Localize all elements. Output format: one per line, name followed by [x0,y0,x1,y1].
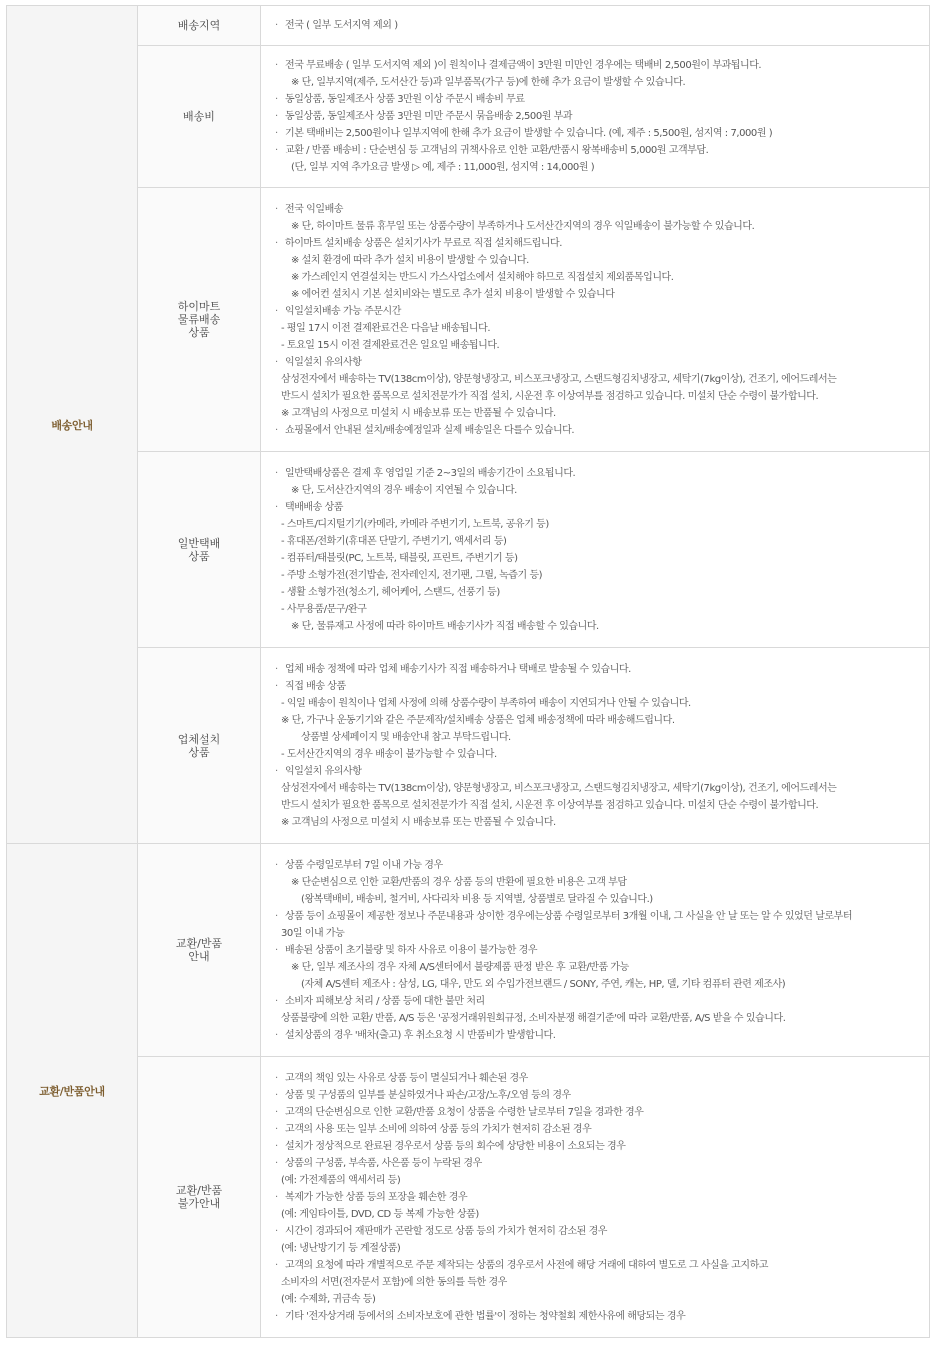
category-text: 상품 [188,745,210,759]
bullet-item: ‧ 전국 무료배송 ( 일부 도서지역 제외 )이 원칙이나 결제금액이 3만원 미만인 경우에는 택배비 2,500원이 부과됩니다. [281,57,921,74]
sub-item: (예: 수제화, 귀금속 등) [281,1293,376,1305]
category-text: 상품 [188,326,210,339]
content-cell [261,844,930,1057]
bullet-item: ‧ 업체 배송 정책에 따라 업체 배송기사가 직접 배송하거나 택배로 발송될 수 있습니다. [281,661,921,678]
bullet-item: ‧ 상품 등이 쇼핑몰이 제공한 정보나 주문내용과 상이한 경우에는상품 수령일로부터 3개월 이내, 그 사실을 안 날 또는 알 수 있었던 날로부터 [281,908,921,925]
sub-item: ※ 단, 가구나 운동기기와 같은 주문제작/설치배송 상품은 업체 배송정책에 따라 배송해드립니다. [281,714,675,726]
sub-item: - 생활 소형가전(청소기, 헤어케어, 스탠드, 선풍기 등) [281,586,500,598]
sub-item: - 도서산간지역의 경우 배송이 불가능할 수 있습니다. [281,748,497,760]
sub-item: ※ 가스레인지 연결설치는 반드시 가스사업소에서 설치해야 하므로 직접설치 제외품목입니다. [291,271,674,283]
content-cell [261,46,930,188]
sub-item: ※ 고객님의 사정으로 미설치 시 배송보류 또는 반품될 수 있습니다. [281,816,556,828]
sub-item: - 주방 소형가전(전기밥솥, 전자레인지, 전기팬, 그릴, 녹즙기 등) [281,569,543,581]
sub-item: - 평일 17시 이전 결제완료건은 다음날 배송됩니다. [281,322,491,334]
sub-item: 반드시 설치가 필요한 품목으로 설치전문가가 직접 설치, 시운전 후 이상여부를 점검하고 있습니다. 미설치 단순 수령이 불가합니다. [281,390,819,402]
bullet-item: ‧ 고객의 요청에 따라 개별적으로 주문 제작되는 상품의 경우로서 사전에 해당 거래에 대하여 별도로 그 사실을 고지하고 [281,1257,921,1274]
sub-item: ※ 단, 물류재고 사정에 따라 하이마트 배송기사가 직접 배송할 수 있습니다. [291,620,599,632]
category-text: 물류배송 [177,313,221,326]
sub-item: 소비자의 서면(전자문서 포함)에 의한 동의를 득한 경우 [281,1276,507,1288]
sub-item: - 컴퓨터/태블릿(PC, 노트북, 태블릿, 프린트, 주변기기 등) [281,552,518,564]
category-label [138,844,261,1057]
sub-item: 30일 이내 가능 [281,927,345,939]
group-label: 배송안내 [7,6,138,844]
category-text: 안내 [188,950,210,963]
sub-item: (단, 일부 지역 추가요금 발생 ▷ 예, 제주 : 11,000원, 섬지역 : 14,000원 ) [291,162,595,173]
sub-item: - 스마트/디지털기기(카메라, 카메라 주변기기, 노트북, 공유기 등) [281,518,549,530]
sub-item: 반드시 설치가 필요한 품목으로 설치전문가가 직접 설치, 시운전 후 이상여부를 점검하고 있습니다. 미설치 단순 수령이 불가합니다. [281,799,819,811]
bullet-item: ‧ 배송된 상품이 초기불량 및 하자 사유로 이용이 불가능한 경우 [281,942,921,959]
category-label [138,6,261,46]
sub-item: (왕복택배비, 배송비, 철거비, 사다리차 비용 등 지역별, 상품별로 달라질 수 있습니다.) [301,893,653,905]
bullet-item: ‧ 교환 / 반품 배송비 : 단순변심 등 고객님의 귀책사유로 인한 교환/반품시 왕복배송비 5,000원 고객부담. [281,142,921,159]
bullet-item: ‧ 하이마트 설치배송 상품은 설치기사가 무료로 직접 설치해드립니다. [281,235,921,252]
info-table [6,5,930,1338]
shipping-return-info [6,5,930,1338]
sub-item: 삼성전자에서 배송하는 TV(138cm이상), 양문형냉장고, 비스포크냉장고, 스탠드형김치냉장고, 세탁기(7kg이상), 건조기, 에어드레서는 [281,782,837,794]
sub-item: ※ 설치 환경에 따라 추가 설치 비용이 발생할 수 있습니다. [291,254,529,266]
category-label [138,1057,261,1338]
info-row [7,648,930,844]
bullet-item: ‧ 소비자 피해보상 처리 / 상품 등에 대한 불만 처리 [281,993,921,1010]
sub-item: - 사무용품/문구/완구 [281,603,367,615]
info-row [7,46,930,188]
category-label [138,648,261,844]
bullet-item: ‧ 설치가 정상적으로 완료된 경우로서 상품 등의 회수에 상당한 비용이 소요되는 경우 [281,1138,921,1155]
info-row [7,6,930,46]
sub-item: ※ 에어컨 설치시 기본 설치비와는 별도로 추가 설치 비용이 발생할 수 있습니다 [291,288,615,300]
info-row [7,452,930,648]
bullet-item: ‧ 쇼핑몰에서 안내된 설치/배송예정일과 실제 배송일은 다를수 있습니다. [281,422,921,439]
bullet-item: ‧ 전국 ( 일부 도서지역 제외 ) [281,17,921,34]
category-text: 상품 [188,549,210,563]
bullet-item: ‧ 직접 배송 상품 [281,678,921,695]
category-text: 배송지역 [177,19,221,32]
category-text: 업체설치 [177,732,221,746]
info-row [7,1057,930,1338]
content-cell [261,452,930,648]
sub-item: - 토요일 15시 이전 결제완료건은 일요일 배송됩니다. [281,339,500,351]
bullet-item: ‧ 고객의 사용 또는 일부 소비에 의하여 상품 등의 가치가 현저히 감소된 경우 [281,1121,921,1138]
sub-item: (예: 냉난방기기 등 계절상품) [281,1242,401,1254]
category-label [138,452,261,648]
bullet-item: ‧ 일반택배상품은 결제 후 영업일 기준 2~3일의 배송기간이 소요됩니다. [281,465,921,482]
category-text: 불가안내 [177,1197,221,1210]
sub-item: (자체 A/S센터 제조사 : 삼성, LG, 대우, 만도 외 수입가전브랜드 / SONY, 주연, 캐논, HP, 델, 기타 컴퓨터 관련 제조사) [301,978,786,990]
category-text: 일반택배 [177,536,221,550]
category-label [138,188,261,452]
bullet-item: ‧ 복제가 가능한 상품 등의 포장을 훼손한 경우 [281,1189,921,1206]
sub-item: 상품별 상세페이지 및 배송안내 참고 부탁드립니다. [301,731,511,743]
sub-item: ※ 단, 일부지역(제주, 도서산간 등)과 일부품목(가구 등)에 한해 추가 요금이 발생할 수 있습니다. [291,77,686,88]
bullet-item: ‧ 설치상품의 경우 '배차(출고) 후 취소요청 시 반품비가 발생합니다. [281,1027,921,1044]
bullet-item: ‧ 상품의 구성품, 부속품, 사은품 등이 누락된 경우 [281,1155,921,1172]
sub-item: ※ 단순변심으로 인한 교환/반품의 경우 상품 등의 반환에 필요한 비용은 고객 부담 [291,876,627,888]
sub-item: ※ 단, 하이마트 물류 휴무일 또는 상품수량이 부족하거나 도서산간지역의 경우 익일배송이 불가능할 수 있습니다. [291,220,755,232]
category-text: 배송비 [183,110,215,123]
bullet-item: ‧ 익일설치 유의사항 [281,354,921,371]
content-cell [261,1057,930,1338]
sub-item: ※ 단, 일부 제조사의 경우 자체 A/S센터에서 불량제품 판정 받은 후 교환/반품 가능 [291,961,629,973]
sub-item: (예: 가전제품의 액세서리 등) [281,1174,401,1186]
info-row [7,188,930,452]
sub-item: 삼성전자에서 배송하는 TV(138cm이상), 양문형냉장고, 비스포크냉장고, 스탠드형김치냉장고, 세탁기(7kg이상), 건조기, 에어드레서는 [281,373,837,385]
sub-item: - 익일 배송이 원칙이나 업체 사정에 의해 상품수량이 부족하여 배송이 지연되거나 안될 수 있습니다. [281,697,691,709]
sub-item: 상품불량에 의한 교환/ 반품, A/S 등은 '공정거래위원회규정, 소비자분쟁 해결기준'에 따라 교환/반품, A/S 받을 수 있습니다. [281,1012,786,1024]
info-row [7,844,930,1057]
content-cell [261,6,930,46]
sub-item: ※ 단, 도서산간지역의 경우 배송이 지연될 수 있습니다. [291,484,517,496]
content-cell [261,188,930,452]
bullet-item: ‧ 택배배송 상품 [281,499,921,516]
bullet-item: ‧ 고객의 책임 있는 사유로 상품 등이 멸실되거나 훼손된 경우 [281,1070,921,1087]
bullet-item: ‧ 기본 택배비는 2,500원이나 일부지역에 한해 추가 요금이 발생할 수 있습니다. (예, 제주 : 5,500원, 섬지역 : 7,000원 ) [281,125,921,142]
sub-item: - 휴대폰/전화기(휴대폰 단말기, 주변기기, 액세서리 등) [281,535,507,547]
bullet-item: ‧ 익일설치 유의사항 [281,763,921,780]
bullet-item: ‧ 상품 및 구성품의 일부를 분실하였거나 파손/고장/노후/오염 등의 경우 [281,1087,921,1104]
group-label: 교환/반품안내 [7,844,138,1338]
bullet-item: ‧ 익일설치배송 가능 주문시간 [281,303,921,320]
bullet-item: ‧ 기타 '전자상거래 등에서의 소비자보호에 관한 법률'이 정하는 청약철회 제한사유에 해당되는 경우 [281,1308,921,1325]
bullet-item: ‧ 시간이 경과되어 재판매가 곤란할 정도로 상품 등의 가치가 현저히 감소된 경우 [281,1223,921,1240]
category-label [138,46,261,188]
bullet-item: ‧ 동일상품, 동일제조사 상품 3만원 이상 주문시 배송비 무료 [281,91,921,108]
sub-item: ※ 고객님의 사정으로 미설치 시 배송보류 또는 반품될 수 있습니다. [281,407,556,419]
category-text: 교환/반품 [175,937,223,950]
bullet-item: ‧ 고객의 단순변심으로 인한 교환/반품 요청이 상품을 수령한 날로부터 7일을 경과한 경우 [281,1104,921,1121]
category-text: 하이마트 [177,300,221,313]
category-text: 교환/반품 [175,1184,223,1197]
bullet-item: ‧ 상품 수령일로부터 7일 이내 가능 경우 [281,857,921,874]
content-cell [261,648,930,844]
bullet-item: ‧ 전국 익일배송 [281,201,921,218]
bullet-item: ‧ 동일상품, 동일제조사 상품 3만원 미만 주문시 묶음배송 2,500원 부과 [281,108,921,125]
sub-item: (예: 게임타이틀, DVD, CD 등 복제 가능한 상품) [281,1208,479,1220]
